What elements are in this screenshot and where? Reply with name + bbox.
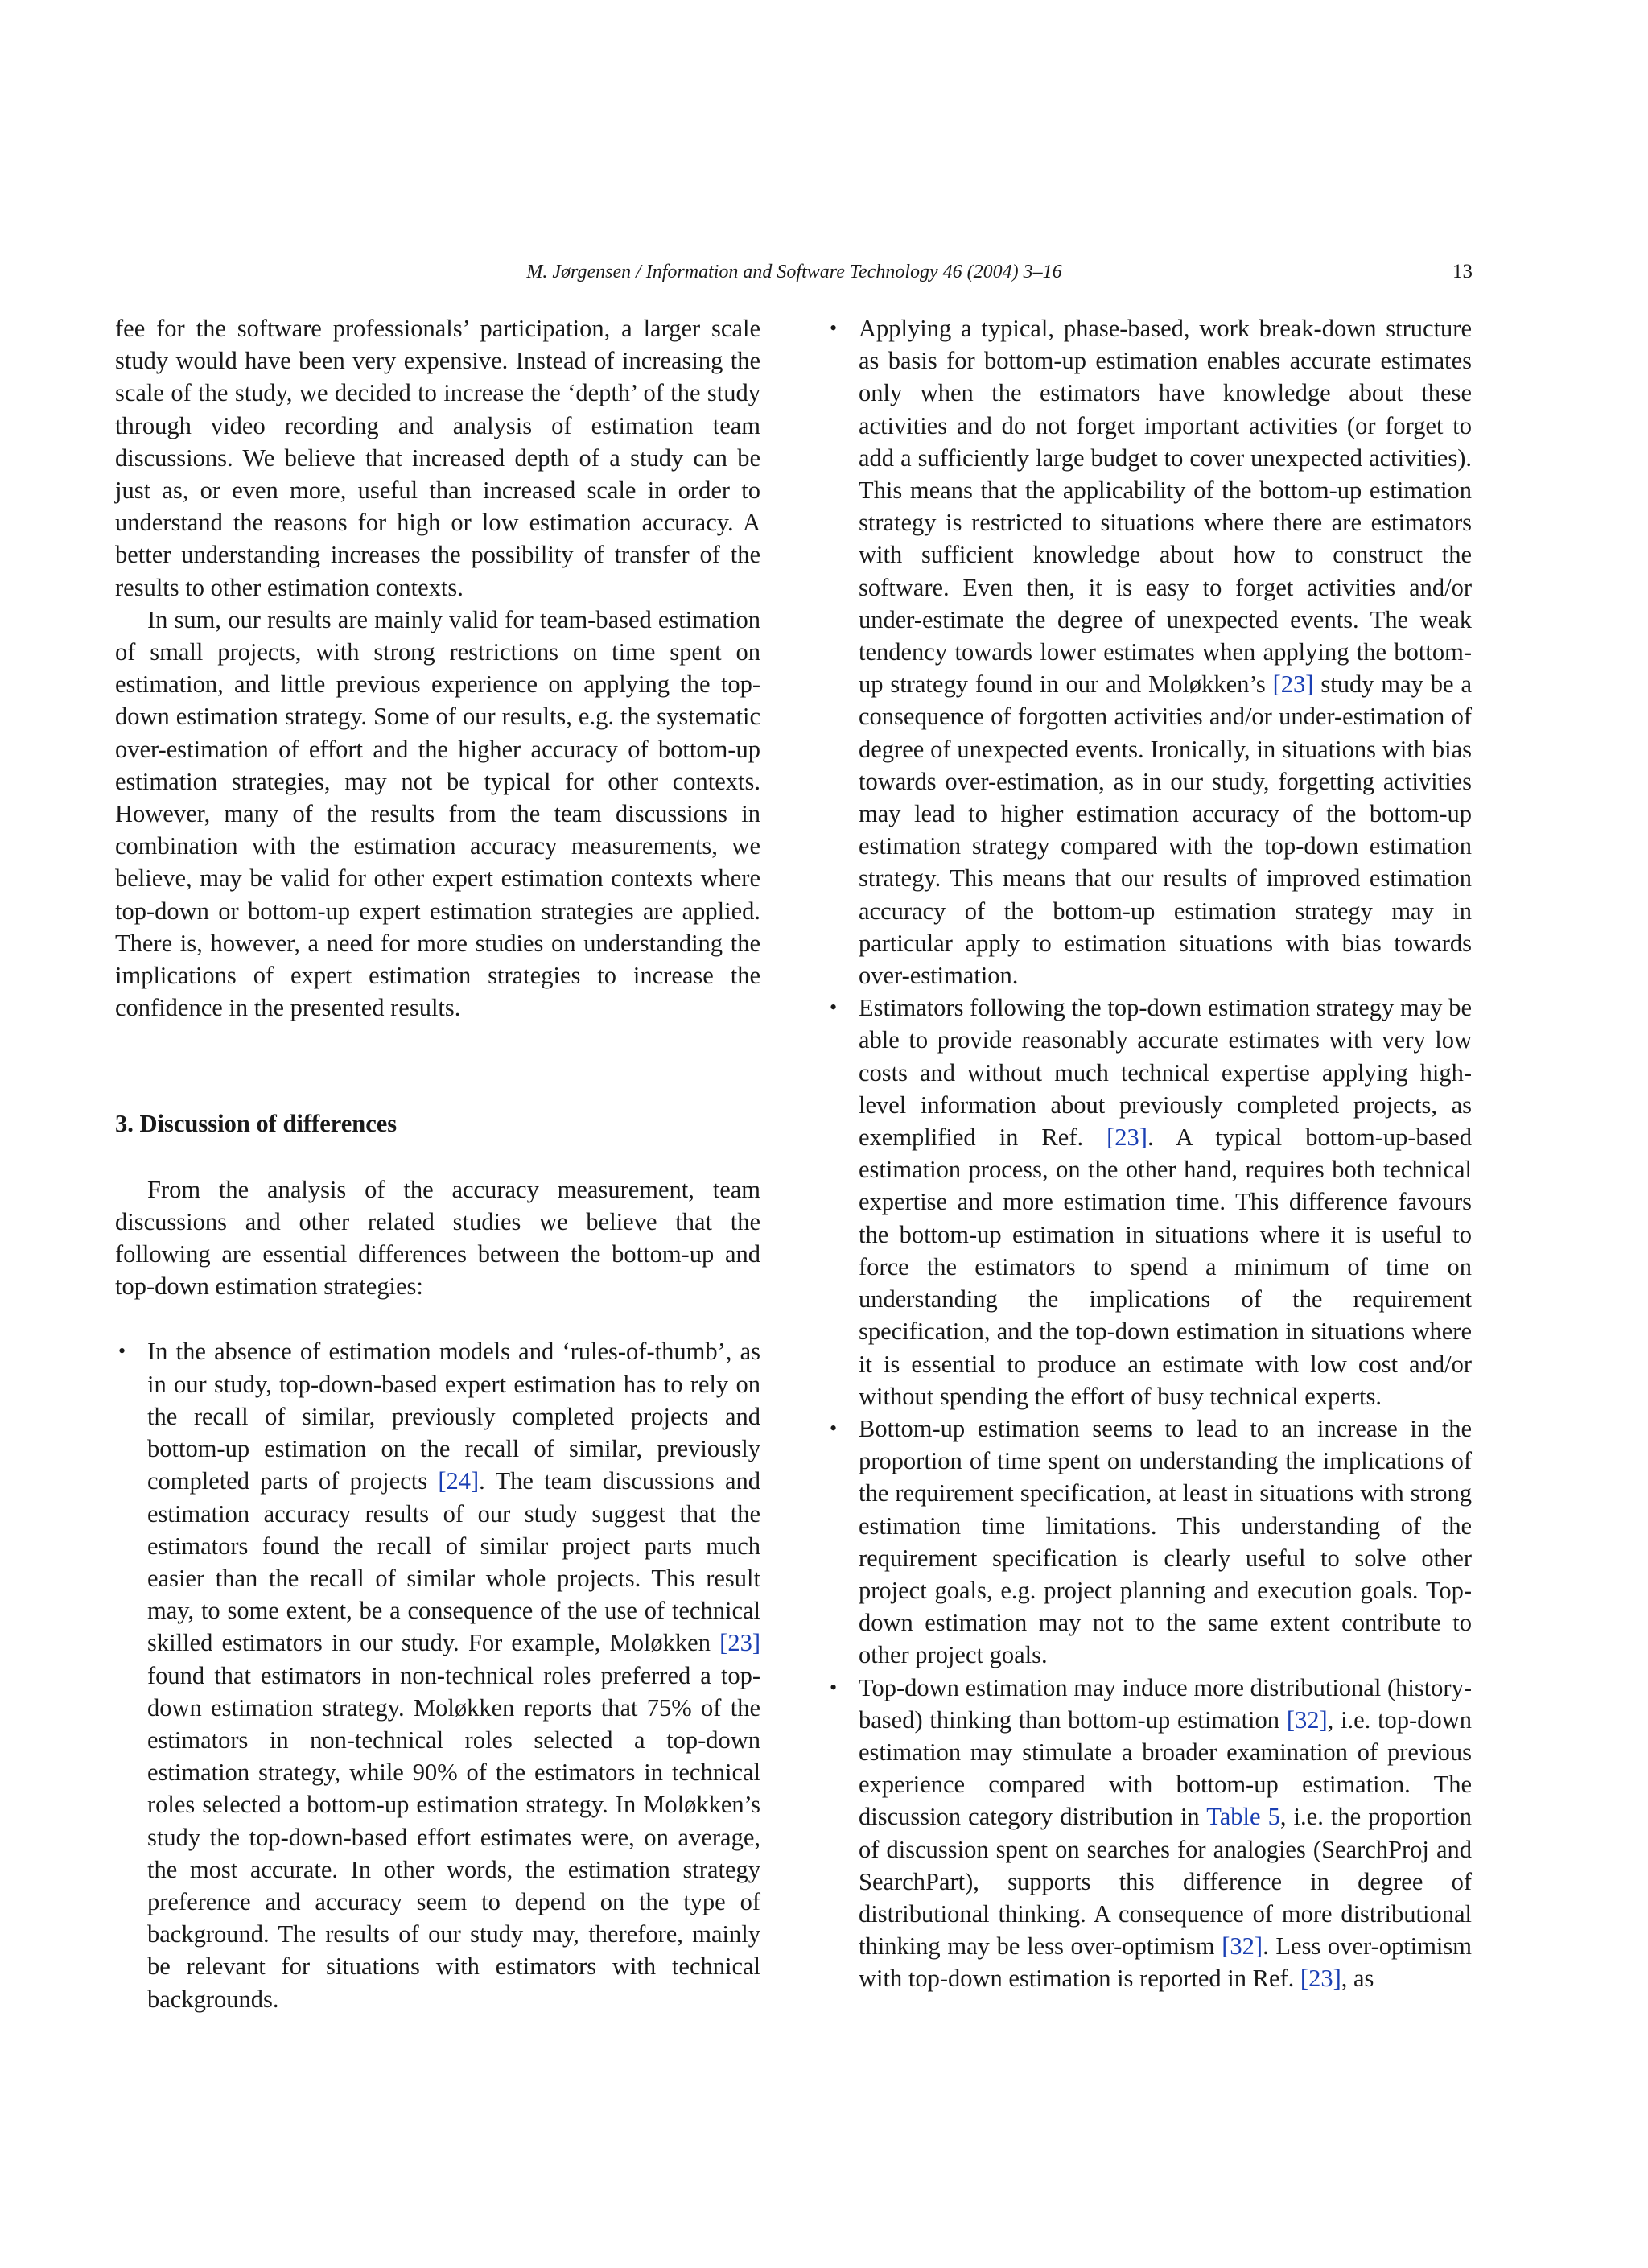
list-item: • Applying a typical, phase-based, work break-down structure as basis for bottom-up estimation enables accurate estimates only when the estimators have knowledge about these activities and do not forget important activities (or forget to add a sufficiently large budget to cover unexpected activities). This means that the applicability of the bottom-up estimation strategy is restricted to situations where there are estimators with sufficient knowledge about how to construct the software. Even then, it is easy to forget activities and/or under-estimate the degree of unexpected events. The weak tendency towards lower estimates when applying the bottom-up strategy found in our and Moløkken’s [23] study may be a consequence of forgotten activities and/or under-estimation of degree of unexpected events. Ironically, in situations with bias towards over-estimation, as in our study, forgetting activities may lead to higher estimation accuracy of the bottom-up estimation strategy compared with the top-down estimation strategy. This means that our results of improved estimation accuracy of the bottom-up estimation strategy may in particular apply to estimation situations with bias towards over-estimation. (826, 312, 1472, 992)
list-item: • Bottom-up estimation seems to lead to an increase in the proportion of time spent on understanding the implications of the requirement specification, at least in situations with strong estimation time limitations. This understanding of the requirement specification is clearly useful to solve other project goals, e.g. project planning and execution goals. Top-down estimation may not to the same extent contribute to other project goals. (826, 1412, 1472, 1672)
page-header (116, 256, 1473, 288)
citation-link[interactable]: [23] (1300, 1965, 1341, 1993)
list-item: • Top-down estimation may induce more distributional (history-based) thinking than bottom-up estimation [32], i.e. top-down estimation may stimulate a broader examination of previous experience compared with bottom-up estimation. The discussion category distribution in Table 5, i.e. the proportion of discussion spent on searches for analogies (SearchProj and SearchPart), supports this difference in degree of distributional thinking. A consequence of more distributional thinking may be less over-optimism [32]. Less over-optimism with top-down estimation is reported in Ref. [23], as (826, 1672, 1472, 1995)
paragraph: fee for the software professionals’ participation, a larger scale study would have been very expensive. Instead of increasing the scale of the study, we decided to increase the ‘depth’ of the study through video recording and analysis of estimation team discussions. We believe that increased depth of a study can be just as, or even more, useful than increased scale in order to understand the reasons for high or low estimation accuracy. A better understanding increases the possibility of transfer of the results to other estimation contexts. (115, 315, 760, 601)
bullet-icon: • (118, 1339, 126, 1363)
right-column (826, 312, 1472, 1995)
bullet-icon: • (830, 996, 838, 1020)
citation-link[interactable]: [32] (1286, 1705, 1328, 1734)
bullet-icon: • (830, 1416, 838, 1440)
bullet-list (115, 1335, 760, 2014)
left-column (115, 312, 760, 2015)
citation-link[interactable]: [23] (1106, 1124, 1147, 1152)
bullet-icon: • (830, 1675, 838, 1699)
list-item: • In the absence of estimation models and ‘rules-of-thumb’, as in our study, top-down-based expert estimation has to rely on the recall of similar, previously completed projects and bottom-up estimation on the recall of similar, previously completed parts of projects [24]. The team discussions and estimation accuracy results of our study suggest that the estimators found the recall of similar project parts much easier than the recall of similar whole projects. This result may, to some extent, be a consequence of the use of technical skilled estimators in our study. For example, Moløkken [23] found that estimators in non-technical roles preferred a top-down estimation strategy. Moløkken reports that 75% of the estimators in non-technical roles selected a top-down estimation strategy, while 90% of the estimators in technical roles selected a bottom-up estimation strategy. In Moløkken’s study the top-down-based effort estimates were, on average, the most accurate. In other words, the estimation strategy preference and accuracy seem to depend on the type of background. The results of our study may, therefore, mainly be relevant for situations with estimators with technical backgrounds. (115, 1335, 760, 2014)
bullet-icon: • (830, 316, 838, 340)
paragraph: From the analysis of the accuracy measurement, team discussions and other related studies we believe that the following are essential differences between the bottom-up and top-down estimation strategies: (115, 1175, 760, 1301)
citation-link[interactable]: [23] (719, 1629, 760, 1657)
page-number: 13 (1452, 261, 1473, 282)
citation-link[interactable]: [23] (1272, 670, 1314, 699)
section-heading: 3. Discussion of differences (115, 1110, 398, 1138)
bullet-list (826, 312, 1472, 1995)
citation-link[interactable]: [24] (438, 1467, 480, 1495)
citation-link[interactable]: [32] (1222, 1932, 1263, 1961)
running-head: M. Jørgensen / Information and Software Technology 46 (2004) 3–16 (526, 262, 1062, 282)
table-link[interactable]: Table 5 (1206, 1803, 1280, 1831)
list-item: • Estimators following the top-down estimation strategy may be able to provide reasonably accurate estimates with very low costs and without much technical expertise applying high-level information about previously completed projects, as exemplified in Ref. [23]. A typical bottom-up-based estimation process, on the other hand, requires both technical expertise and more estimation time. This difference favours the bottom-up estimation in situations where it is useful to force the estimators to spend a minimum of time on understanding the implications of the requirement specification, and the top-down estimation in situations where it is essential to produce an estimate with low cost and/or without spending the effort of busy technical experts. (826, 992, 1472, 1412)
paragraph: In sum, our results are mainly valid for team-based estimation of small projects, with strong restrictions on time spent on estimation, and little previous experience on applying the top-down estimation strategy. Some of our results, e.g. the systematic over-estimation of effort and the higher accuracy of bottom-up estimation strategies, may not be typical for other contexts. However, many of the results from the team discussions in combination with the estimation accuracy measurements, we believe, may be valid for other expert estimation contexts where top-down or bottom-up expert estimation strategies are applied. There is, however, a need for more studies on understanding the implications of expert estimation strategies to increase the confidence in the presented results. (115, 605, 760, 1022)
